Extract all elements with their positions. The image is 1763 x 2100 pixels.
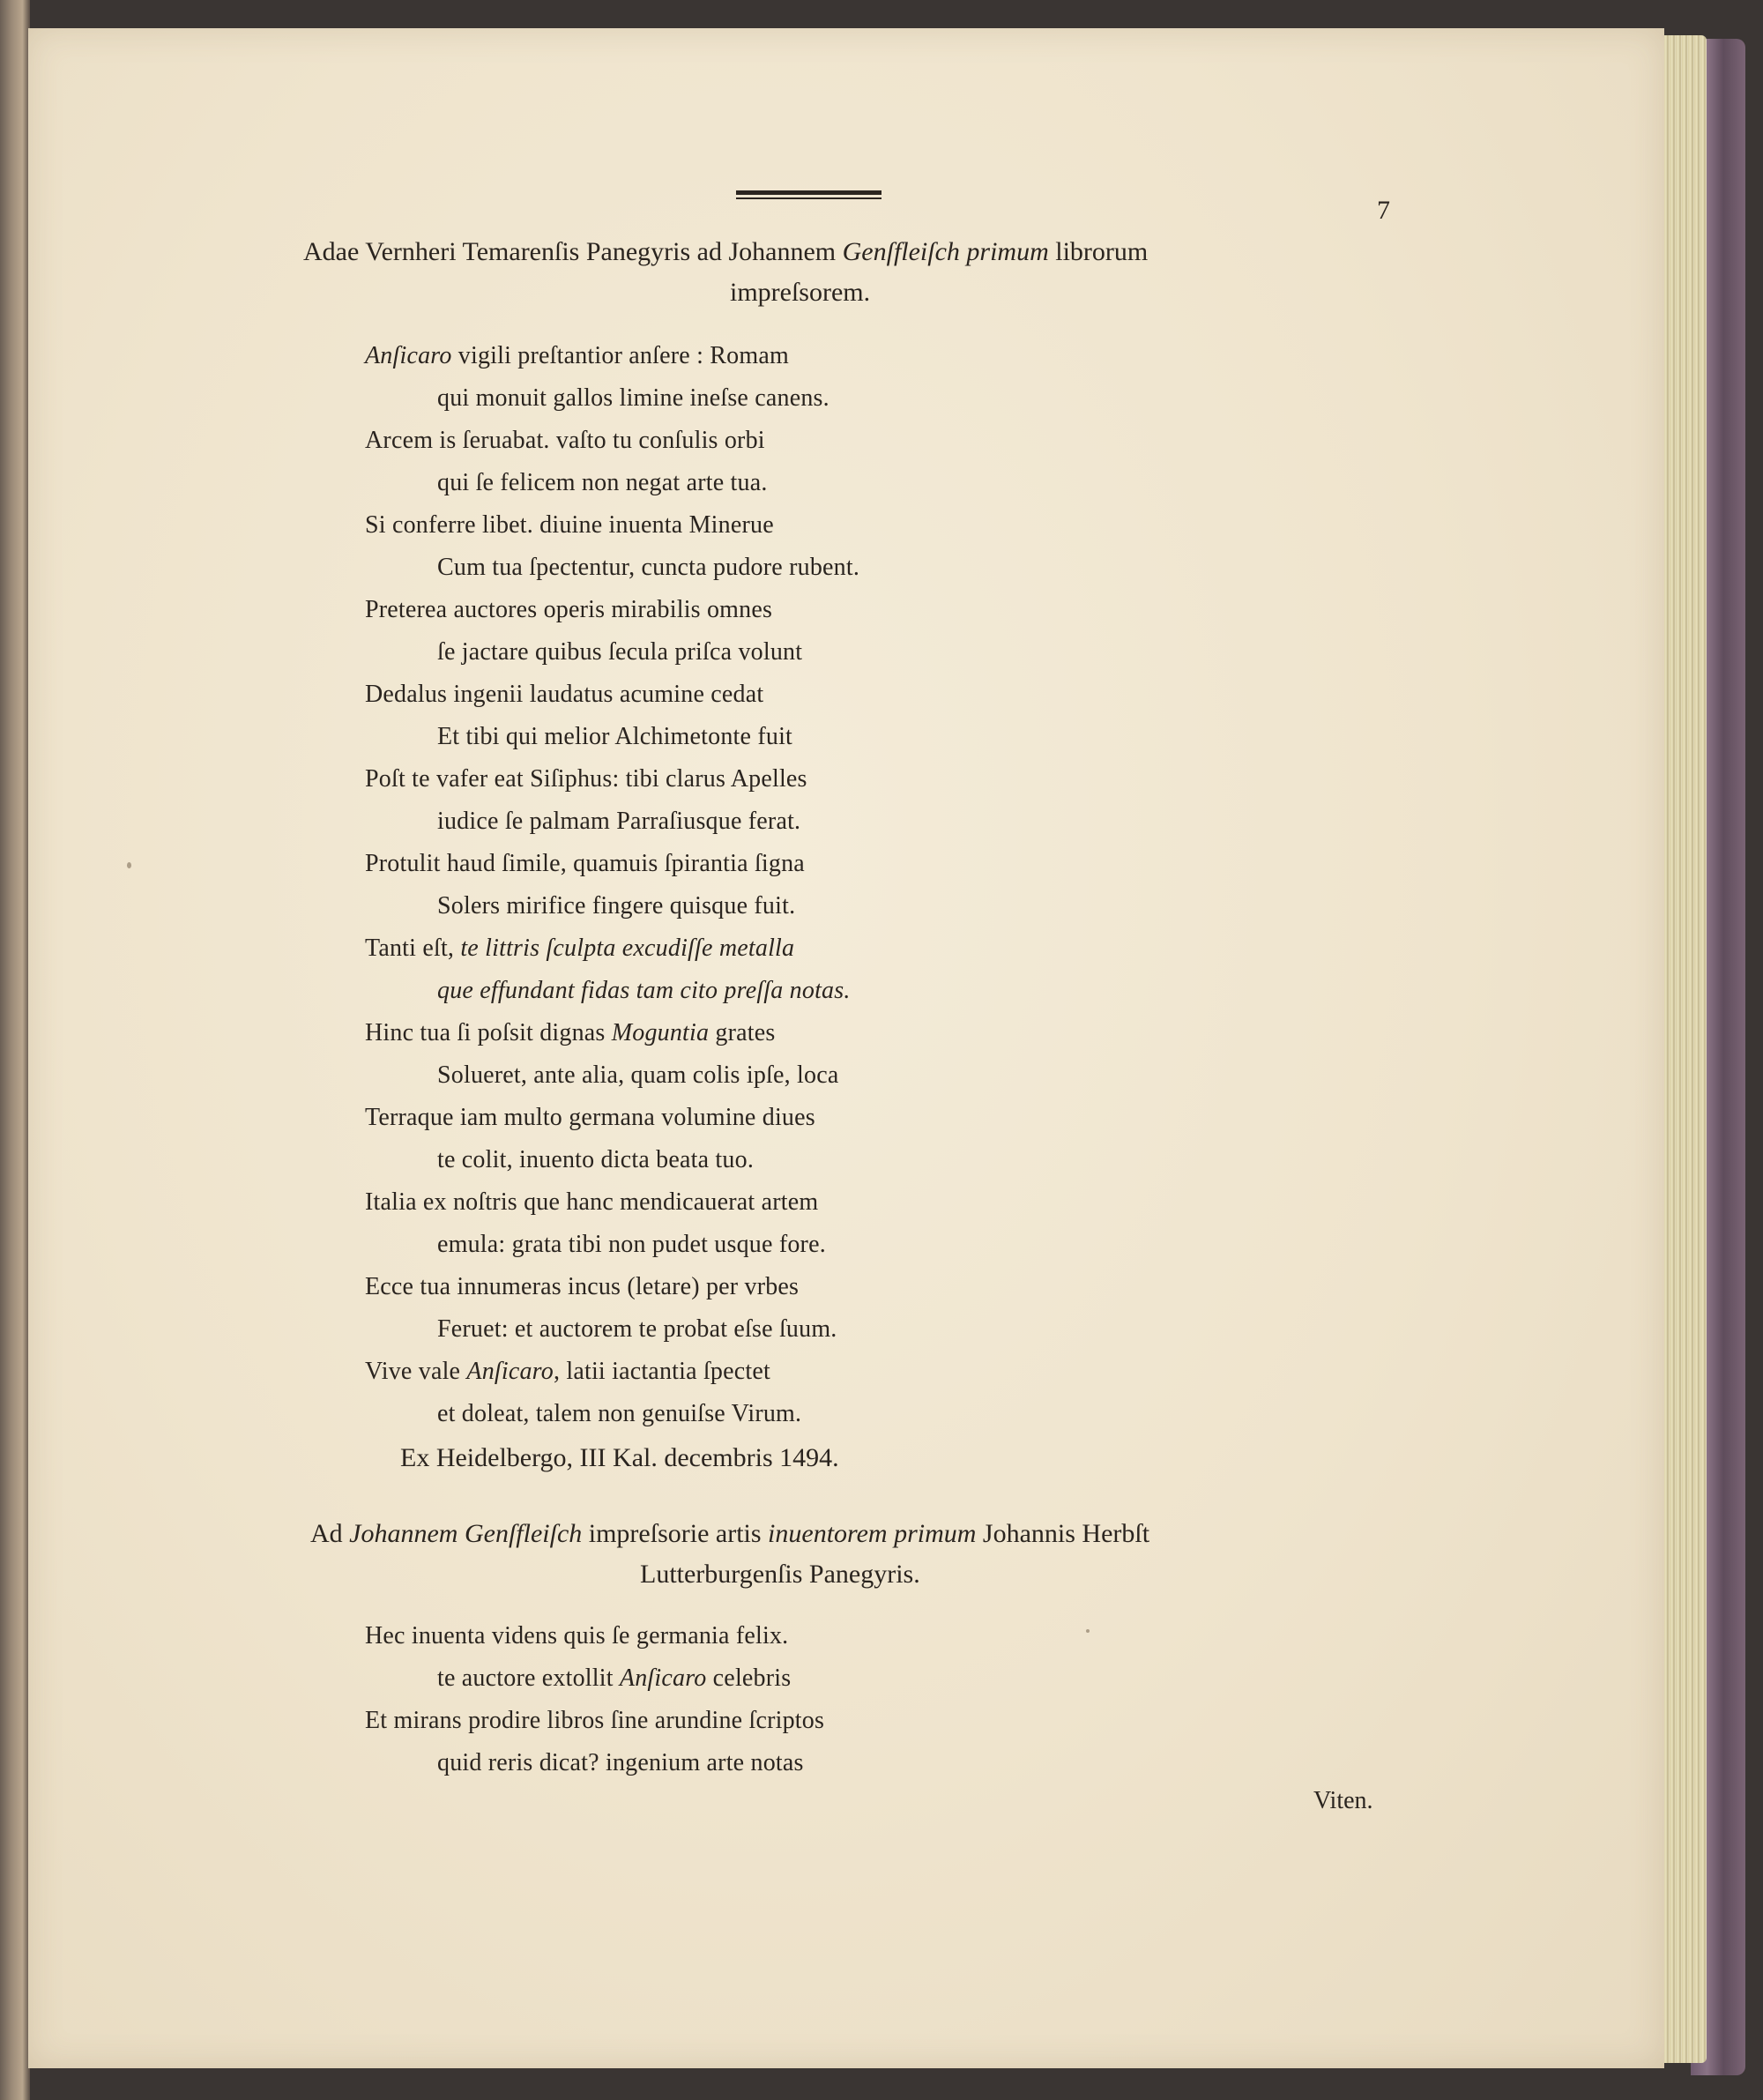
poem2-title-line1: Ad Johannem Genſfleiſch impreſsorie artis inuentorem primum Johannis Herbſt [310,1519,1150,1548]
verse-line: qui monuit gallos limine ineſse canens. [437,384,829,412]
verse-line: Solueret, ante alia, quam colis ipſe, loca [437,1061,839,1089]
verse-line: Tanti eſt, te littris ſculpta excudiſſe metalla [365,935,795,962]
verse-line: que effundant fidas tam cito preſſa notas. [437,977,851,1004]
poem1-title-line1: Adae Vernheri Temarenſis Panegyris ad Johannem Genſfleiſch primum librorum [303,237,1149,266]
verse-line: Si conferre libet. diuine inuenta Minerue [365,511,774,539]
page [28,28,1664,2068]
verse-line: Hec inuenta videns quis ſe germania felix. [365,1622,789,1649]
verse-line: Preterea auctores operis mirabilis omnes [365,596,773,623]
verse-line: emula: grata tibi non pudet usque fore. [437,1231,826,1258]
dateline: Ex Heidelbergo, III Kal. decembris 1494. [400,1443,839,1472]
verse-line: ſe jactare quibus ſecula priſca volunt [437,638,803,666]
catchword: Viten. [1313,1787,1373,1814]
verse-line: Hinc tua ſi poſsit dignas Moguntia grates [365,1019,776,1046]
verse-line: Anſicaro vigili preſtantior anſere : Romam [365,342,789,369]
verse-line: Protulit haud ſimile, quamuis ſpirantia ſigna [365,850,805,877]
verse-line: iudice ſe palmam Parraſiusque ferat. [437,808,801,835]
verse-line: Italia ex noſtris que hanc mendicauerat artem [365,1188,819,1216]
verse-line: quid reris dicat? ingenium arte notas [437,1749,804,1776]
verse-line: qui ſe felicem non negat arte tua. [437,469,768,496]
verse-line: Terraque iam multo germana volumine diues [365,1104,815,1131]
verse-line: Et mirans prodire libros ſine arundine ſcriptos [365,1707,825,1734]
verse-line: Et tibi qui melior Alchimetonte fuit [437,723,793,750]
verse-line: Cum tua ſpectentur, cuncta pudore rubent. [437,554,860,581]
previous-page-edge [0,0,30,2100]
verse-line: et doleat, talem non genuiſse Virum. [437,1400,802,1427]
verse-line: Poſt te vafer eat Siſiphus: tibi clarus Apelles [365,765,807,793]
verse-line: Dedalus ingenii laudatus acumine cedat [365,681,764,708]
verse-line: te auctore extollit Anſicaro celebris [437,1664,792,1692]
verse-line: Feruet: et auctorem te probat eſse ſuum. [437,1315,837,1343]
page-edges [1657,35,1707,2063]
verse-line: te colit, inuento dicta beata tuo. [437,1146,755,1173]
verse-line: Ecce tua innumeras incus (letare) per vrbes [365,1273,800,1300]
foxing-spot [1086,1629,1090,1633]
foxing-spot [127,862,131,868]
verse-line: Vive vale Anſicaro, latii iactantia ſpectet [365,1358,770,1385]
verse-line: Solers mirifice fingere quisque fuit. [437,892,796,920]
poem2-title-line2: Lutterburgenſis Panegyris. [640,1560,920,1589]
page-number: 7 [1377,196,1390,225]
verse-line: Arcem is ſeruabat. vaſto tu conſulis orbi [365,427,765,454]
poem1-title-line2: impreſsorem. [730,278,871,307]
headpiece-rule [736,190,882,203]
